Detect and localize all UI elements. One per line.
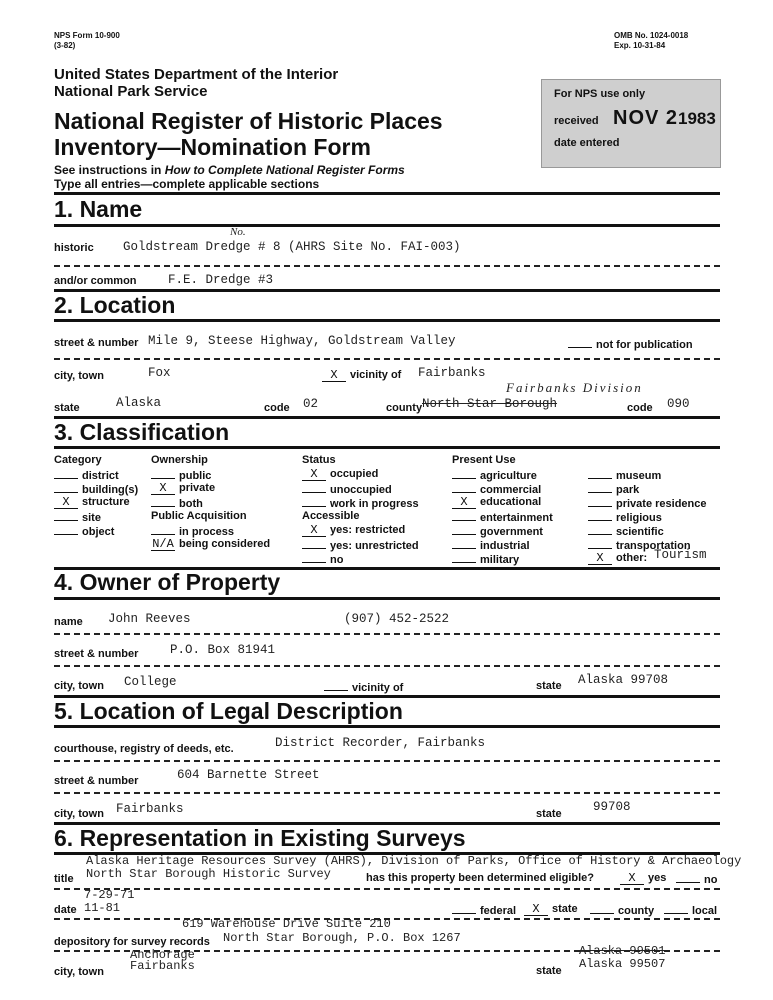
courthouse-value[interactable]: District Recorder, Fairbanks: [275, 736, 486, 750]
common-name-label: and/or common: [54, 275, 137, 287]
date-entered-label: date entered: [554, 137, 620, 149]
checkbox-mark: X: [302, 526, 326, 537]
checkbox-mark: [54, 510, 78, 521]
ownership-both[interactable]: [151, 496, 203, 510]
common-name-value[interactable]: F.E. Dredge #3: [168, 273, 274, 287]
county-level-mark: [590, 903, 614, 914]
checkbox-mark: [588, 538, 612, 549]
checkbox-mark: [302, 538, 326, 549]
option-label: occupied: [330, 468, 379, 480]
survey-city-line1[interactable]: Anchorage: [130, 948, 195, 962]
survey-title-line2[interactable]: North Star Borough Historic Survey: [86, 867, 331, 881]
survey-date-line2[interactable]: 11-81: [84, 901, 121, 915]
checkbox-mark: X: [452, 498, 476, 509]
acquisition-being-considered[interactable]: [151, 538, 270, 551]
section-rule: [54, 725, 720, 728]
eligible-yes[interactable]: [620, 872, 666, 885]
checkbox-mark: X: [54, 498, 78, 509]
vicinity-field[interactable]: [322, 369, 401, 382]
legal-city-label: city, town: [54, 808, 104, 820]
field-divider: [54, 358, 720, 360]
use-commercial[interactable]: [452, 482, 541, 496]
survey-title-line1[interactable]: Alaska Heritage Resources Survey (AHRS), Division of Parks, Office of History & Archaeology: [86, 854, 742, 868]
use-educational[interactable]: [452, 496, 541, 509]
use-government[interactable]: [452, 524, 543, 538]
local-level-mark: [664, 903, 688, 914]
option-label: commercial: [480, 484, 542, 496]
checkbox-mark: [54, 468, 78, 479]
checkbox-mark: [452, 510, 476, 521]
legal-city-value[interactable]: Fairbanks: [116, 802, 184, 816]
owner-phone-value[interactable]: (907) 452-2522: [344, 612, 450, 626]
use-religious[interactable]: [588, 510, 662, 524]
county-value[interactable]: North Star Borough: [422, 397, 558, 411]
section-6-heading: 6. Representation in Existing Surveys: [54, 825, 466, 851]
field-divider: [54, 792, 720, 794]
accessible-unrestricted[interactable]: [302, 538, 419, 552]
level-federal[interactable]: [452, 903, 516, 917]
option-label: object: [82, 526, 115, 538]
owner-street-value[interactable]: P.O. Box 81941: [170, 643, 276, 657]
field-divider: [54, 633, 720, 635]
checkbox-mark: N/A: [152, 537, 174, 551]
present-use-heading: Present Use: [452, 454, 516, 466]
section-4-heading: 4. Owner of Property: [54, 569, 281, 595]
checkbox-mark: [452, 552, 476, 563]
depository-label: depository for survey records: [54, 936, 210, 948]
option-label: transportation: [616, 540, 691, 552]
state-code-label: code: [264, 402, 290, 414]
agency-name: National Park Service: [54, 83, 208, 100]
option-label: no: [330, 554, 344, 566]
city-town-value[interactable]: Fox: [148, 366, 171, 380]
status-unoccupied[interactable]: [302, 482, 392, 496]
survey-title-label: title: [54, 873, 74, 885]
owner-vicinity-field[interactable]: [324, 680, 403, 694]
state-code-value[interactable]: 02: [303, 397, 319, 411]
checkbox-mark: [151, 468, 175, 479]
option-label: private residence: [616, 498, 707, 510]
option-label: government: [480, 526, 543, 538]
accessible-heading: Accessible: [302, 510, 360, 522]
option-label: industrial: [480, 540, 530, 552]
section-rule: [54, 597, 720, 600]
not-for-publication-label: not for publication: [596, 339, 693, 351]
use-other-value[interactable]: Tourism: [654, 548, 707, 562]
checkbox-mark: X: [302, 470, 326, 481]
vicinity-mark: X: [322, 371, 346, 382]
owner-state-value[interactable]: Alaska 99708: [578, 673, 669, 687]
not-for-publication[interactable]: [568, 337, 693, 351]
form-number: NPS Form 10-900: [54, 31, 120, 40]
eligible-question: has this property been determined eligible?: [366, 872, 594, 884]
field-divider: [54, 665, 720, 667]
checkbox-mark: [588, 468, 612, 479]
owner-state-label: state: [536, 680, 562, 692]
received-date-stamp: NOV 2: [613, 107, 679, 129]
street-number-value[interactable]: Mile 9, Steese Highway, Goldstream Valley: [148, 334, 456, 348]
category-object[interactable]: [54, 524, 114, 538]
option-label: site: [82, 512, 101, 524]
survey-state-line1[interactable]: Alaska 99501: [579, 944, 666, 958]
checkbox-mark: [452, 482, 476, 493]
survey-date-label: date: [54, 904, 77, 916]
checkbox-mark: [588, 496, 612, 507]
owner-city-value[interactable]: College: [124, 675, 177, 689]
survey-state-label: state: [536, 965, 562, 977]
owner-street-label: street & number: [54, 648, 139, 660]
legal-street-value[interactable]: 604 Barnette Street: [177, 768, 320, 782]
use-private-residence[interactable]: [588, 496, 707, 510]
field-divider: [54, 265, 720, 267]
department-name: United States Department of the Interior: [54, 66, 339, 83]
historic-annotation: No.: [230, 226, 246, 238]
eligible-no[interactable]: [676, 872, 717, 886]
checkbox-mark: [302, 482, 326, 493]
section-3-heading: 3. Classification: [54, 419, 230, 445]
use-military[interactable]: [452, 552, 519, 566]
owner-city-label: city, town: [54, 680, 104, 692]
option-label: work in progress: [330, 498, 419, 510]
level-county[interactable]: [590, 903, 654, 917]
expiration-date: Exp. 10-31-84: [614, 41, 666, 50]
depository-line1[interactable]: 619 Warehouse Drive Suite 210: [182, 917, 391, 931]
section-rule: [54, 319, 720, 322]
received-label: received: [554, 115, 599, 127]
option-label: other:: [616, 552, 648, 564]
county-code-value[interactable]: 090: [667, 397, 690, 411]
state-level-label: state: [552, 903, 578, 915]
use-museum[interactable]: [588, 468, 661, 482]
owner-vicinity-blank: [324, 680, 348, 691]
status-work-in-progress[interactable]: [302, 496, 419, 510]
option-label: yes: restricted: [330, 524, 406, 536]
section-rule: [54, 446, 720, 449]
status-occupied[interactable]: [302, 468, 378, 481]
use-industrial[interactable]: [452, 538, 530, 552]
vicinity-label: vicinity of: [350, 369, 402, 381]
street-number-label: street & number: [54, 337, 139, 349]
historic-label: historic: [54, 242, 94, 254]
received-year-stamp: 1983: [678, 109, 716, 128]
section-rule: [54, 224, 720, 227]
option-label: being considered: [179, 538, 271, 550]
legal-state-label: state: [536, 808, 562, 820]
survey-state-line2[interactable]: Alaska 99507: [579, 957, 666, 971]
option-label: military: [480, 554, 520, 566]
use-park[interactable]: [588, 482, 639, 496]
survey-city-line2[interactable]: Fairbanks: [130, 959, 195, 973]
acquisition-in-process[interactable]: [151, 524, 234, 538]
checkbox-mark: [302, 496, 326, 507]
nps-use-only-label: For NPS use only: [554, 88, 646, 100]
use-agriculture[interactable]: [452, 468, 537, 482]
county-code-label: code: [627, 402, 653, 414]
section-1-heading: 1. Name: [54, 196, 143, 222]
courthouse-label: courthouse, registry of deeds, etc.: [54, 743, 234, 755]
checkbox-mark: [452, 538, 476, 549]
option-label: in process: [179, 526, 235, 538]
option-label: structure: [82, 496, 130, 508]
option-label: private: [179, 482, 216, 494]
option-label: yes: unrestricted: [330, 540, 419, 552]
field-divider: [54, 760, 720, 762]
ownership-private[interactable]: [151, 482, 215, 495]
checkbox-mark: X: [588, 554, 612, 565]
eligible-yes-mark: X: [620, 874, 644, 885]
nps-use-only-box: [541, 79, 721, 168]
checkbox-mark: [588, 524, 612, 535]
option-label: religious: [616, 512, 662, 524]
type-all-entries: Type all entries—complete applicable sections: [54, 177, 320, 191]
checkbox-mark: [54, 482, 78, 493]
checkbox-mark: [302, 552, 326, 563]
option-label: district: [82, 470, 119, 482]
owner-vicinity-label: vicinity of: [352, 682, 404, 694]
local-level-label: local: [692, 905, 718, 917]
checkbox-mark: [588, 482, 612, 493]
use-scientific[interactable]: [588, 524, 664, 538]
category-buildings[interactable]: [54, 482, 138, 496]
level-state[interactable]: [524, 903, 578, 916]
checkbox-mark: [151, 496, 175, 507]
section-rule: [54, 192, 720, 195]
not-for-publication-blank: [568, 337, 592, 348]
form-date: (3-82): [54, 41, 76, 50]
legal-street-label: street & number: [54, 775, 139, 787]
instructions-prefix: See instructions in: [54, 163, 165, 177]
federal-label: federal: [480, 905, 517, 917]
omb-number: OMB No. 1024-0018: [614, 31, 689, 40]
checkbox-mark: [151, 524, 175, 535]
category-district[interactable]: [54, 468, 119, 482]
eligible-no-label: no: [704, 874, 718, 886]
option-label: entertainment: [480, 512, 553, 524]
historic-value[interactable]: Goldstream Dredge # 8 (AHRS Site No. FAI-003): [123, 240, 461, 254]
city-town-label: city, town: [54, 370, 104, 382]
form-title-line1: National Register of Historic Places: [54, 108, 443, 134]
survey-date-line1[interactable]: 7-29-71: [84, 888, 135, 902]
owner-name-label: name: [54, 616, 83, 628]
checkbox-mark: [452, 524, 476, 535]
accessible-restricted[interactable]: [302, 524, 405, 537]
checkbox-mark: [588, 510, 612, 521]
accessible-no[interactable]: [302, 552, 343, 566]
use-entertainment[interactable]: [452, 510, 553, 524]
status-heading: Status: [302, 454, 336, 466]
eligible-no-mark: [676, 872, 700, 883]
county-handwritten-note: Fairbanks Division: [506, 380, 643, 395]
option-label: unoccupied: [330, 484, 392, 496]
option-label: public: [179, 470, 212, 482]
section-2-heading: 2. Location: [54, 292, 176, 318]
checkbox-mark: [54, 524, 78, 535]
form-title-line2: Inventory—Nomination Form: [54, 134, 371, 160]
state-value[interactable]: Alaska: [116, 396, 162, 410]
state-label: state: [54, 402, 80, 414]
federal-mark: [452, 903, 476, 914]
legal-state-value[interactable]: 99708: [593, 800, 631, 814]
instructions-line: [54, 163, 405, 177]
checkbox-mark: X: [151, 484, 175, 495]
county-label: county: [386, 402, 423, 414]
county-level-label: county: [618, 905, 655, 917]
state-level-mark: X: [524, 905, 548, 916]
checkbox-mark: [452, 468, 476, 479]
category-structure[interactable]: [54, 496, 130, 509]
option-label: building(s): [82, 484, 139, 496]
level-local[interactable]: [664, 903, 717, 917]
category-heading: Category: [54, 454, 102, 466]
option-label: museum: [616, 470, 662, 482]
option-label: both: [179, 498, 203, 510]
owner-name-value[interactable]: John Reeves: [108, 612, 191, 626]
option-label: educational: [480, 496, 542, 508]
category-site[interactable]: [54, 510, 101, 524]
option-label: agriculture: [480, 470, 537, 482]
option-label: park: [616, 484, 640, 496]
eligible-yes-label: yes: [648, 872, 667, 884]
use-other[interactable]: [588, 552, 647, 565]
ownership-public[interactable]: [151, 468, 211, 482]
survey-city-label: city, town: [54, 966, 104, 978]
instructions-title: How to Complete National Register Forms: [164, 163, 405, 177]
vicinity-value[interactable]: Fairbanks: [418, 366, 486, 380]
section-5-heading: 5. Location of Legal Description: [54, 698, 403, 724]
public-acquisition-heading: Public Acquisition: [151, 510, 247, 522]
field-divider: [54, 888, 720, 890]
ownership-heading: Ownership: [151, 454, 208, 466]
option-label: scientific: [616, 526, 664, 538]
depository-line2[interactable]: North Star Borough, P.O. Box 1267: [223, 931, 461, 945]
